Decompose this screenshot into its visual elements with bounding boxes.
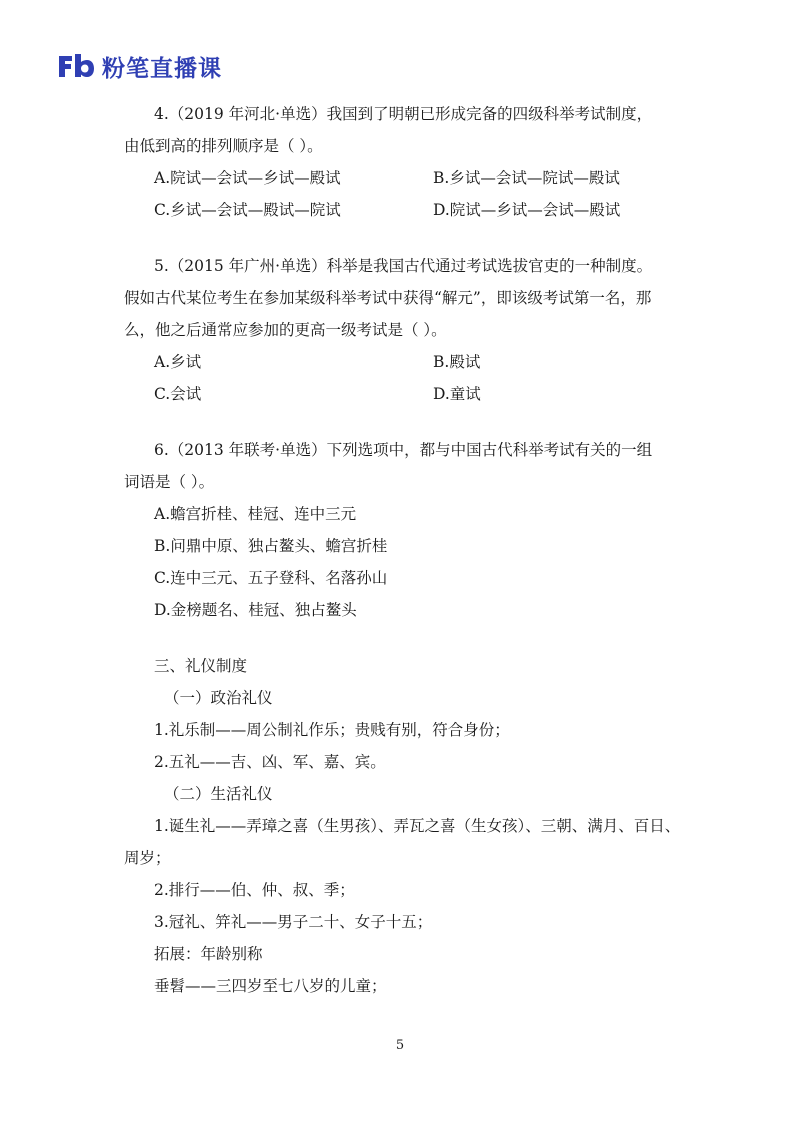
option-b: B.问鼎中原、独占鳌头、蟾宫折桂 [154, 537, 388, 555]
option-d: D.院试—乡试—会试—殿试 [433, 201, 621, 219]
question-stem: 词语是（ ）。 [124, 473, 215, 491]
question-stem: 5.（2015 年广州·单选）科举是我国古代通过考试选拔官吏的一种制度。 [154, 257, 653, 275]
question-5 [124, 250, 684, 410]
option-d: D.童试 [433, 385, 481, 403]
fb-logo-icon [56, 50, 96, 82]
options-row [124, 194, 684, 226]
options-row [124, 346, 684, 378]
option-a: A.蟾宫折桂、桂冠、连中三元 [154, 505, 357, 523]
option-c: C.乡试—会试—殿试—院试 [154, 201, 341, 219]
option-b: B.乡试—会试—院试—殿试 [433, 169, 620, 187]
list-item: 1.诞生礼——弄璋之喜（生男孩）、弄瓦之喜（生女孩）、三朝、满月、百日、 [154, 817, 681, 835]
extension-title: 拓展：年龄别称 [154, 945, 263, 963]
option-c: C.会试 [154, 385, 202, 403]
brand-logo [56, 50, 222, 82]
option-c: C.连中三元、五子登科、名落孙山 [154, 569, 388, 587]
question-stem: 4.（2019 年河北·单选）我国到了明朝已形成完备的四级科举考试制度， [154, 105, 653, 123]
question-6 [124, 434, 684, 626]
question-stem: 假如古代某位考生在参加某级科举考试中获得“解元”，即该级考试第一名，那 [124, 289, 652, 307]
section-etiquette [124, 650, 684, 1002]
logo-text: 粉笔直播课 [102, 55, 222, 82]
list-item: 垂髫——三四岁至七八岁的儿童； [154, 977, 387, 995]
subsection-heading: （一）政治礼仪 [164, 689, 273, 707]
options-row [124, 378, 684, 410]
question-4 [124, 98, 684, 226]
section-heading: 三、礼仪制度 [154, 657, 248, 675]
option-a: A.院试—会试—乡试—殿试 [154, 169, 341, 187]
list-item: 2.五礼——吉、凶、军、嘉、宾。 [154, 753, 386, 771]
question-stem: 6.（2013 年联考·单选）下列选项中，都与中国古代科举考试有关的一组 [154, 441, 653, 459]
list-item: 2.排行——伯、仲、叔、季； [154, 881, 355, 899]
list-item: 1.礼乐制——周公制礼作乐；贵贱有别，符合身份； [154, 721, 510, 739]
list-item-continuation: 周岁； [124, 849, 171, 867]
subsection-heading: （二）生活礼仪 [164, 785, 273, 803]
question-stem: 由低到高的排列顺序是（ ）。 [124, 137, 323, 155]
option-a: A.乡试 [154, 353, 202, 371]
options-row [124, 162, 684, 194]
option-b: B.殿试 [433, 353, 481, 371]
document-body [124, 98, 684, 1002]
list-item: 3.冠礼、笄礼——男子二十、女子十五； [154, 913, 433, 931]
page-number: 5 [395, 1038, 405, 1053]
question-stem: 么，他之后通常应参加的更高一级考试是（ ）。 [124, 321, 447, 339]
option-d: D.金榜题名、桂冠、独占鳌头 [154, 601, 357, 619]
